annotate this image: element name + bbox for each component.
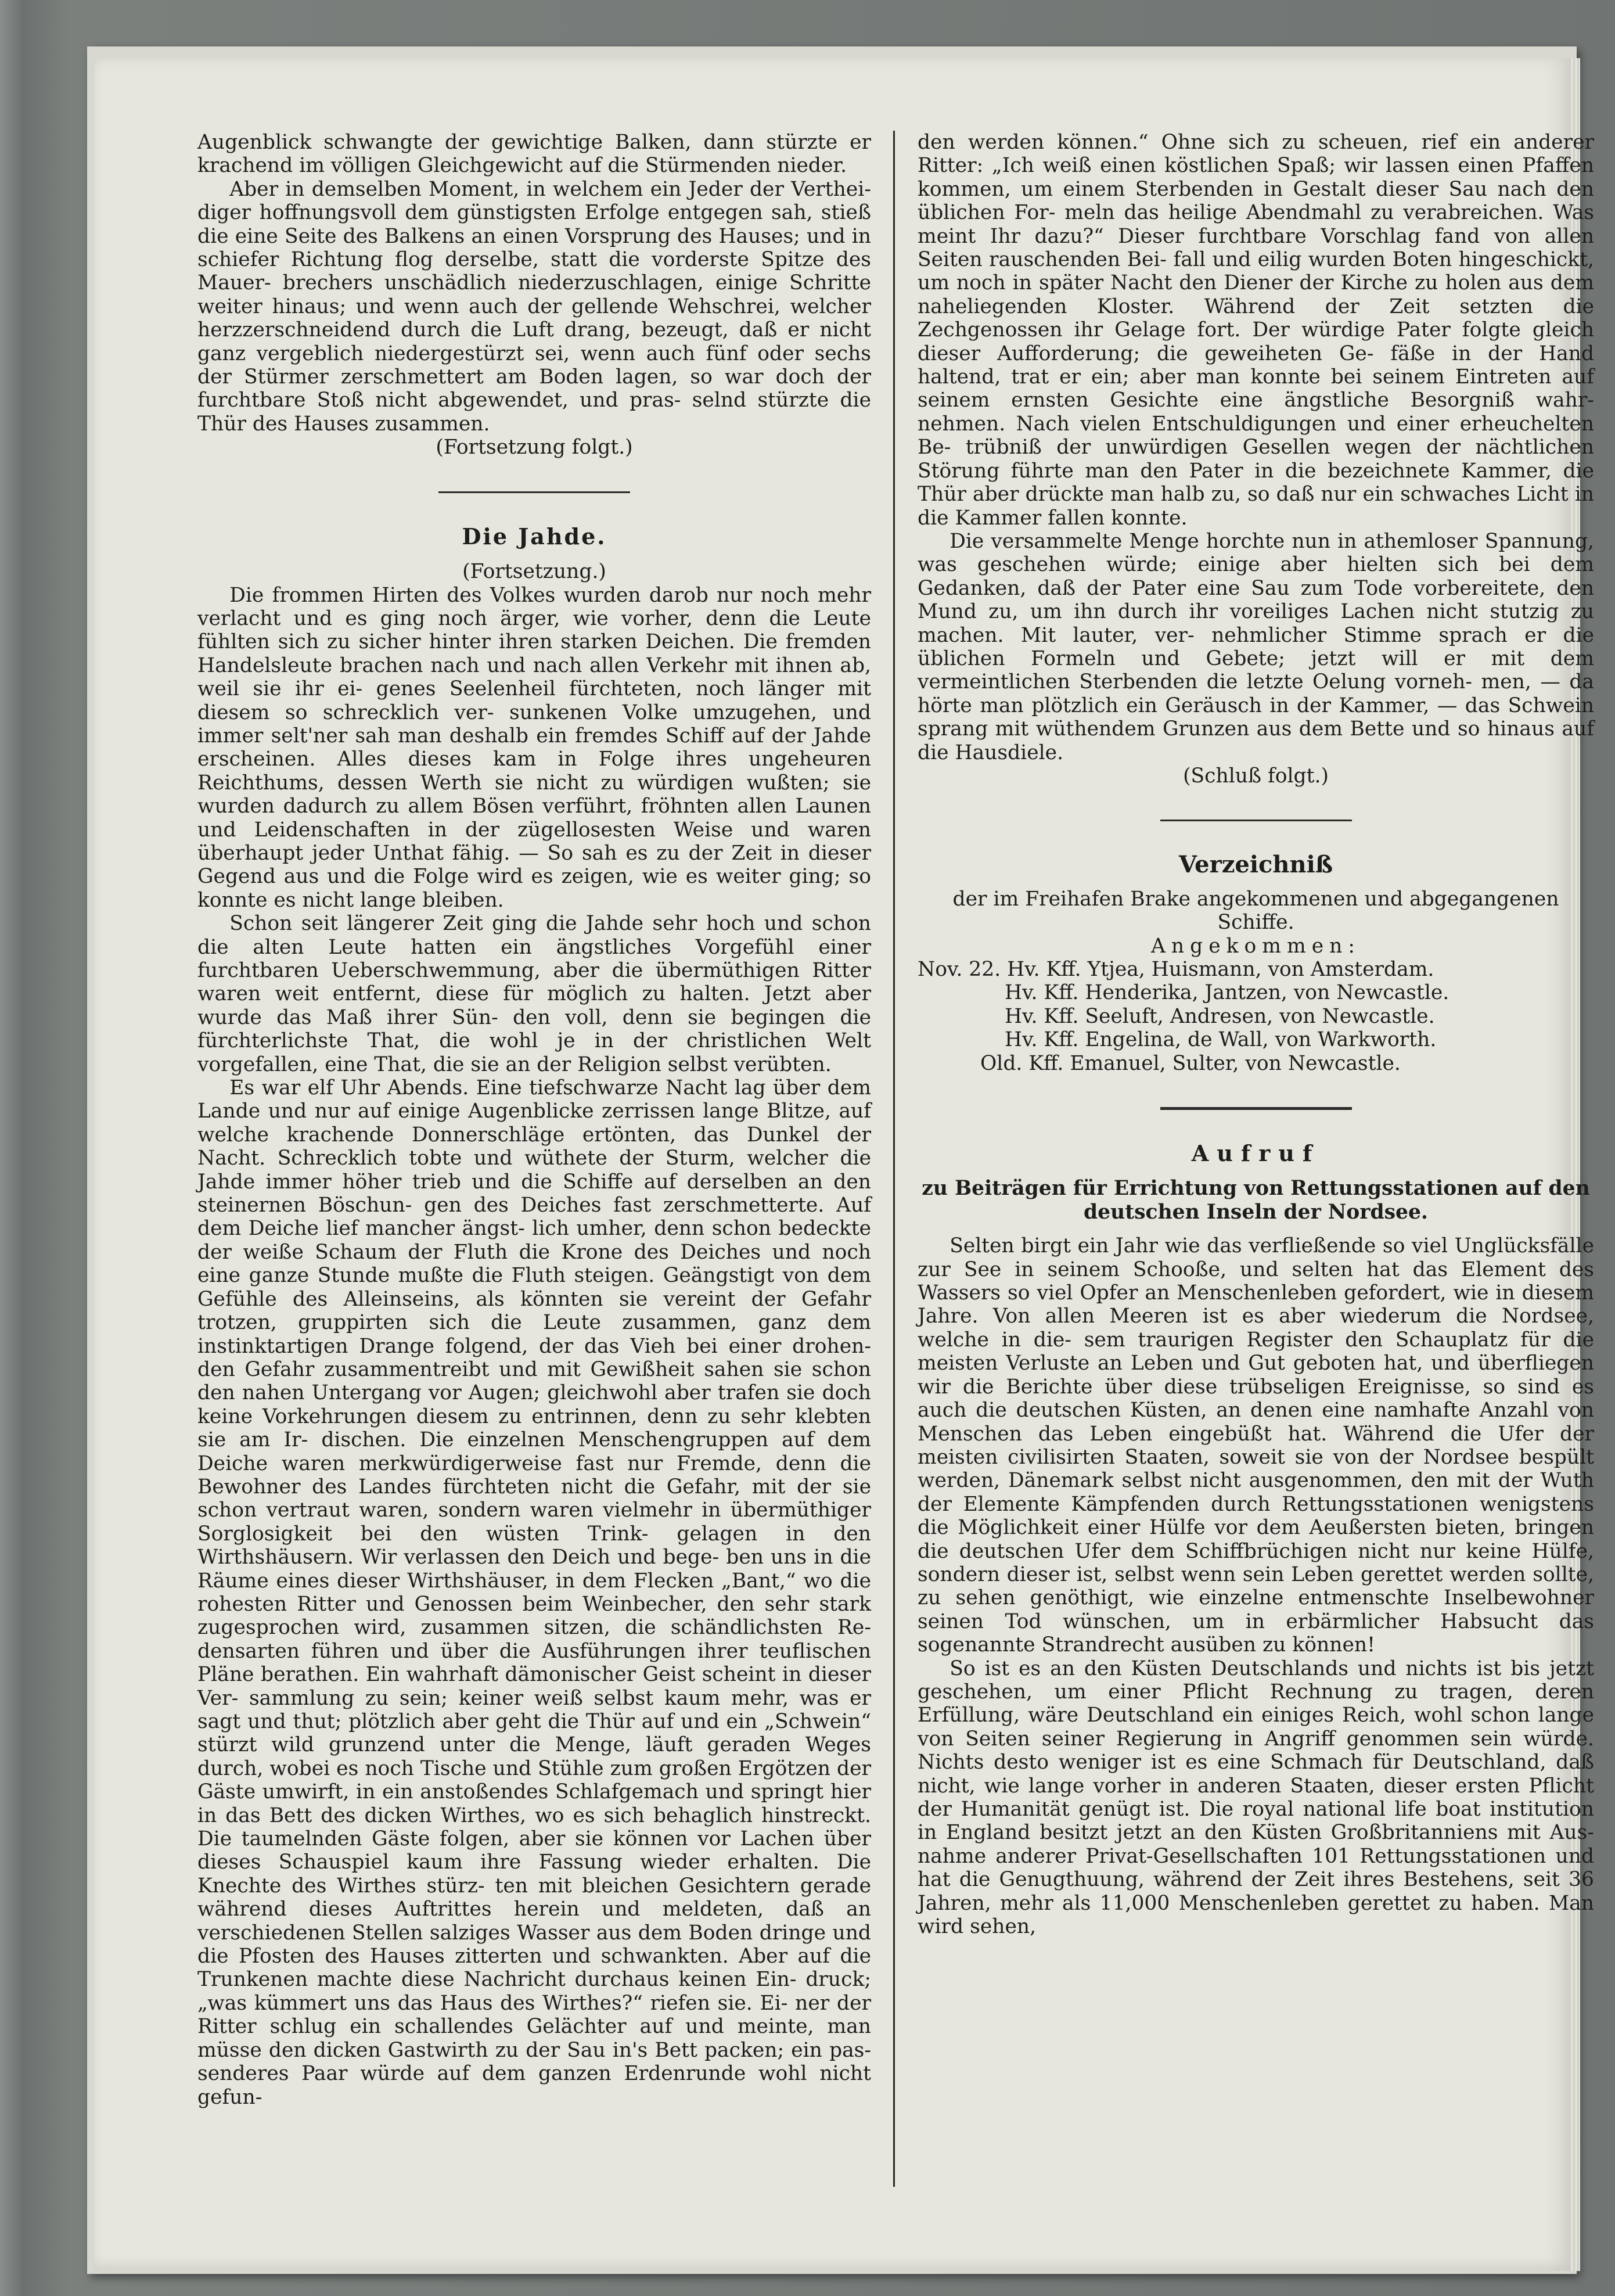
ship-entry xyxy=(918,981,1594,1004)
ship-list-title: Verzeichniß xyxy=(1178,851,1333,879)
article-title: Die Jahde. xyxy=(462,523,607,549)
continued-note: (Fortsetzung folgt.) xyxy=(436,436,633,459)
article-paragraph: Schon seit längerer Zeit ging die Jahde sehr hoch und schon die alten Leute hatten ein ängstliches Vorgefühl einer furchtbaren Ueberschwemmung, aber die übermüthigen Ritter waren weit entfernt, diese für möglich zu halten. Jetzt aber wurde das Maß ihrer Sün- den voll, denn sie begingen die fürchterlichste That, die wohl je in der christlichen Welt vorgefallen, eine That, die sie an der Religion selbst verübten. xyxy=(197,912,871,1076)
section-divider xyxy=(1160,820,1352,821)
ship-entry-text: Hv. Kff. Seeluft, Andresen, von Newcastle. xyxy=(1005,1004,1435,1028)
continued-note: (Schluß folgt.) xyxy=(1183,764,1329,788)
appeal-subtitle: zu Beiträgen für Errichtung von Rettungsstationen auf den xyxy=(922,1177,1590,1201)
ship-entry-text: Hv. Kff. Engelina, de Wall, von Warkworth. xyxy=(1005,1028,1437,1052)
section-divider xyxy=(1160,1107,1352,1110)
ship-entry-text: Old. Kff. Emanuel, Sulter, von Newcastle. xyxy=(980,1051,1401,1075)
article-paragraph: den werden können.“ Ohne sich zu scheuen, rief ein anderer Ritter: „Ich weiß einen köstlichen Spaß; wir lassen einen Pfaffen kommen, um einem Sterbenden in Gestalt dieser Sau nach den üblichen For- meln das heilige Abendmahl zu verabreichen. Was meint Ihr dazu?“ Dieser furchtbare Vorschlag fand von allen Seiten rauschenden Bei- fall und eilig wurden Boten hingeschickt, um noch in später Nacht den Diener der Kirche zu holen aus dem naheliegenden Kloster. Während der Zeit setzten die Zechgenossen ihr Gelage fort. Der würdige Pater folgte gleich dieser Aufforderung; die geweiheten Ge- fäße in der Hand haltend, trat er ein; aber man konnte bei seinem Eintreten auf seinem ernsten Gesichte eine ängstliche Besorgniß wahr- nehmen. Nach vielen Entschuldigungen und einer erheuchelten Be- trübniß der unwürdigen Gesellen wegen der nächtlichen Störung führte man den Pater in die bezeichnete Kammer, die Thür aber drückte man halb zu, so daß nur ein schwaches Licht in die Kammer fallen konnte. xyxy=(918,131,1594,530)
article-paragraph: Die frommen Hirten des Volkes wurden darob nur noch mehr verlacht und es ging noch ärger, wie vorher, denn die Leute fühlten sich zu sicher hinter ihren starken Deichen. Die fremden Handelsleute brachen nach und nach allen Verkehr mit ihnen ab, weil sie ihr ei- genes Seelenheil fürchteten, noch länger mit diesem so schrecklich ver- sunkenen Volke umzugehen, und immer selt'ner sah man deshalb ein fremdes Schiff auf der Jahde erscheinen. Alles dieses kam in Folge ihres ungeheuren Reichthums, dessen Werth sie nicht zu würdigen wußten; sie wurden dadurch zu allem Bösen verführt, fröhnten allen Launen und Leidenschaften in der zügellosesten Weise und waren überhaupt jeder Unthat fähig. — So sah es zu der Zeit in dieser Gegend aus und die Folge wird es zeigen, wie es weiter ging; so konnte es nicht lange bleiben. xyxy=(197,583,871,912)
article-paragraph: Es war elf Uhr Abends. Eine tiefschwarze Nacht lag über dem Lande und nur auf einige Augenblicke zerrissen lange Blitze, auf welche krachende Donnerschläge ertönten, das Dunkel der Nacht. Schrecklich tobte und wüthete der Sturm, welcher die Jahde immer höher trieb und die Schiffe auf derselben an den steinernen Böschun- gen des Deiches fast zerschmetterte. Auf dem Deiche lief mancher ängst- lich umher, denn schon bedeckte der weiße Schaum der Fluth die Krone des Deiches und noch eine ganze Stunde mußte die Fluth steigen. Geängstigt von dem Gefühle des Alleinseins, als könnten sie vereint der Gefahr trotzen, gruppirten sich die Leute zusammen, ganz dem instinktartigen Drange folgend, der das Vieh bei einer drohen- den Gefahr zusammentreibt und mit Gewißheit sahen sie schon den nahen Untergang vor Augen; gleichwohl aber trafen sie doch keine Vorkehrungen diesem zu entrinnen, denn zu sehr klebten sie am Ir- dischen. Die einzelnen Menschengruppen auf dem Deiche waren merkwürdigerweise fast nur Fremde, denn die Bewohner des Landes fürchteten nicht die Gefahr, mit der sie schon vertraut waren, sondern waren vielmehr in übermüthiger Sorglosigkeit bei den wüsten Trink- gelagen in den Wirthshäusern. Wir verlassen den Deich und bege- ben uns in die Räume eines dieser Wirthshäuser, in dem Flecken „Bant,“ wo die rohesten Ritter und Genossen beim Weinbecher, den sehr stark zugesprochen wird, zusammen sitzen, die schändlichsten Re- densarten führen und über die Ausführungen ihrer teuflischen Pläne berathen. Ein wahrhaft dämonischer Geist scheint in dieser Ver- sammlung zu sein; keiner weiß selbst kaum mehr, was er sagt und thut; plötzlich aber geht die Thür auf und ein „Schwein“ stürzt wild grunzend unter die Menge, läuft geraden Weges durch, wobei es noch Tische und Stühle zum großen Ergötzen der Gäste umwirft, in ein anstoßendes Schlafgemach und springt hier in das Bett des dicken Wirthes, wo es sich behaglich hinstreckt. Die taumelnden Gäste folgen, aber sie können vor Lachen über dieses Schauspiel kaum ihre Fassung wieder erhalten. Die Knechte des Wirthes stürz- ten mit bleichen Gesichtern gerade während dieses Auftrittes herein und meldeten, daß an verschiedenen Stellen salziges Wasser aus dem Boden dringe und die Pfosten des Hauses zitterten und schwankten. Aber auf die Trunkenen machte diese Nachricht durchaus keinen Ein- druck; „was kümmert uns das Haus des Wirthes?“ riefen sie. Ei- ner der Ritter schlug ein schallendes Gelächter auf und meinte, man müsse den dicken Gastwirth zu der Sau in's Bett packen; ein pas- senderes Paar würde auf dem ganzen Erdenrunde wohl nicht gefun- xyxy=(197,1076,871,2109)
left-column xyxy=(197,131,871,2109)
appeal-title: Aufruf xyxy=(1191,1140,1321,1167)
ship-entry xyxy=(918,1028,1594,1051)
story-paragraph: Aber in demselben Moment, in welchem ein Jeder der Verthei- diger hoffnungsvoll dem günstigsten Erfolge entgegen sah, stieß die eine Seite des Balkens an einen Vorsprung des Hauses; und in schiefer Richtung flog derselbe, statt die vorderste Spitze des Mauer- brechers unschädlich niederzuschlagen, einige Schritte weiter hinaus; und wenn auch der gellende Wehschrei, welcher herzzerschneidend durch die Luft drang, bezeugt, daß er nicht ganz vergeblich niedergestürzt sei, wenn auch fünf oder sechs der Stürmer zerschmettert am Boden lagen, so war doch der furchtbare Stoß nicht abgewendet, und pras- selnd stürzte die Thür des Hauses zusammen. xyxy=(197,177,871,436)
appeal-paragraph: Selten birgt ein Jahr wie das verfließende so viel Unglücksfälle zur See in seinem Schooße, und selten hat das Element des Wassers so viel Opfer an Menschenleben gefordert, wie in diesem Jahre. Von allen Meeren ist es aber wiederum die Nordsee, welche in die- sem traurigen Register den Schauplatz für die meisten Verluste an Leben und Gut geboten hat, und überfliegen wir die Berichte über diese trübseligen Ereignisse, so sind es auch die deutschen Küsten, an denen eine namhafte Anzahl von Menschen das Leben eingebüßt hat. Während die Ufer der meisten civilisirten Staaten, soweit sie von der Nordsee bespült werden, Dänemark selbst nicht ausgenommen, den mit der Wuth der Elemente Kämpfenden durch Rettungsstationen wenigstens die Möglichkeit einer Hülfe vor dem Aeußersten bieten, bringen die deutschen Ufer dem Schiffbrüchigen nicht nur keine Hülfe, sondern dieser ist, selbst wenn sein Leben gerettet werden sollte, zu sehen genöthigt, wie einzelne entmenschte Inselbewohner seinen Tod wünschen, um in erbärmlicher Habsucht das sogenannte Strandrecht ausüben zu können! xyxy=(918,1234,1594,1657)
appeal-paragraph: So ist es an den Küsten Deutschlands und nichts ist bis jetzt geschehen, um einer Pflicht Rechnung zu tragen, deren Erfüllung, wäre Deutschland ein einiges Reich, wohl schon lange von Seiten seiner Regierung in Angriff genommen sein würde. Nichts desto weniger ist es eine Schmach für Deutschland, daß nicht, wie lange vorher in anderen Staaten, dieser ersten Pflicht der Humanität genügt ist. Die royal national life boat institution in England besitzt jetzt an den Küsten Großbritanniens mit Aus- nahme anderer Privat-Gesellschaften 101 Rettungsstationen und hat die Genugthuung, während der Zeit ihres Bestehens, seit 36 Jahren, mehr als 11,000 Menschenleben gerettet zu haben. Man wird sehen, xyxy=(918,1657,1594,1939)
section-divider xyxy=(438,491,630,493)
article-paragraph: Die versammelte Menge horchte nun in athemloser Spannung, was geschehen würde; einige aber hielten sich bei dem Gedanken, daß der Pater eine Sau zum Tode vorbereitete, den Mund zu, um ihn durch ihr voreiliges Lachen nicht stutzig zu machen. Mit lauter, ver- nehmlicher Stimme sprach er die üblichen Formeln und Gebete; jetzt will er mit dem vermeintlichen Sterbenden die letzte Oelung vorneh- men, — da hörte man plötzlich ein Geräusch in der Kammer, — das Schwein sprang mit wüthendem Grunzen aus dem Bette und so hinaus auf die Hausdiele. xyxy=(918,529,1594,764)
ship-entry: Nov. 22. Hv. Kff. Ytjea, Huismann, von Amsterdam. xyxy=(918,958,1434,981)
story-continuation: Augenblick schwangte der gewichtige Balken, dann stürzte er krachend im völligen Gleichgewicht auf die Stürmenden nieder. xyxy=(197,131,871,178)
article-subtitle: (Fortsetzung.) xyxy=(462,560,606,584)
appeal-subtitle: deutschen Inseln der Nordsee. xyxy=(1084,1200,1428,1224)
right-column xyxy=(918,131,1594,1938)
ship-list-subtitle: der im Freihafen Brake angekommenen und abgegangenen Schiffe. xyxy=(952,887,1559,935)
arrived-label: Angekommen: xyxy=(1150,934,1361,958)
column-rule xyxy=(893,131,895,2187)
ship-entry-text: Hv. Kff. Henderika, Jantzen, von Newcastle. xyxy=(1005,981,1449,1005)
ship-entry xyxy=(918,1005,1594,1028)
ship-entry xyxy=(918,1052,1594,1075)
